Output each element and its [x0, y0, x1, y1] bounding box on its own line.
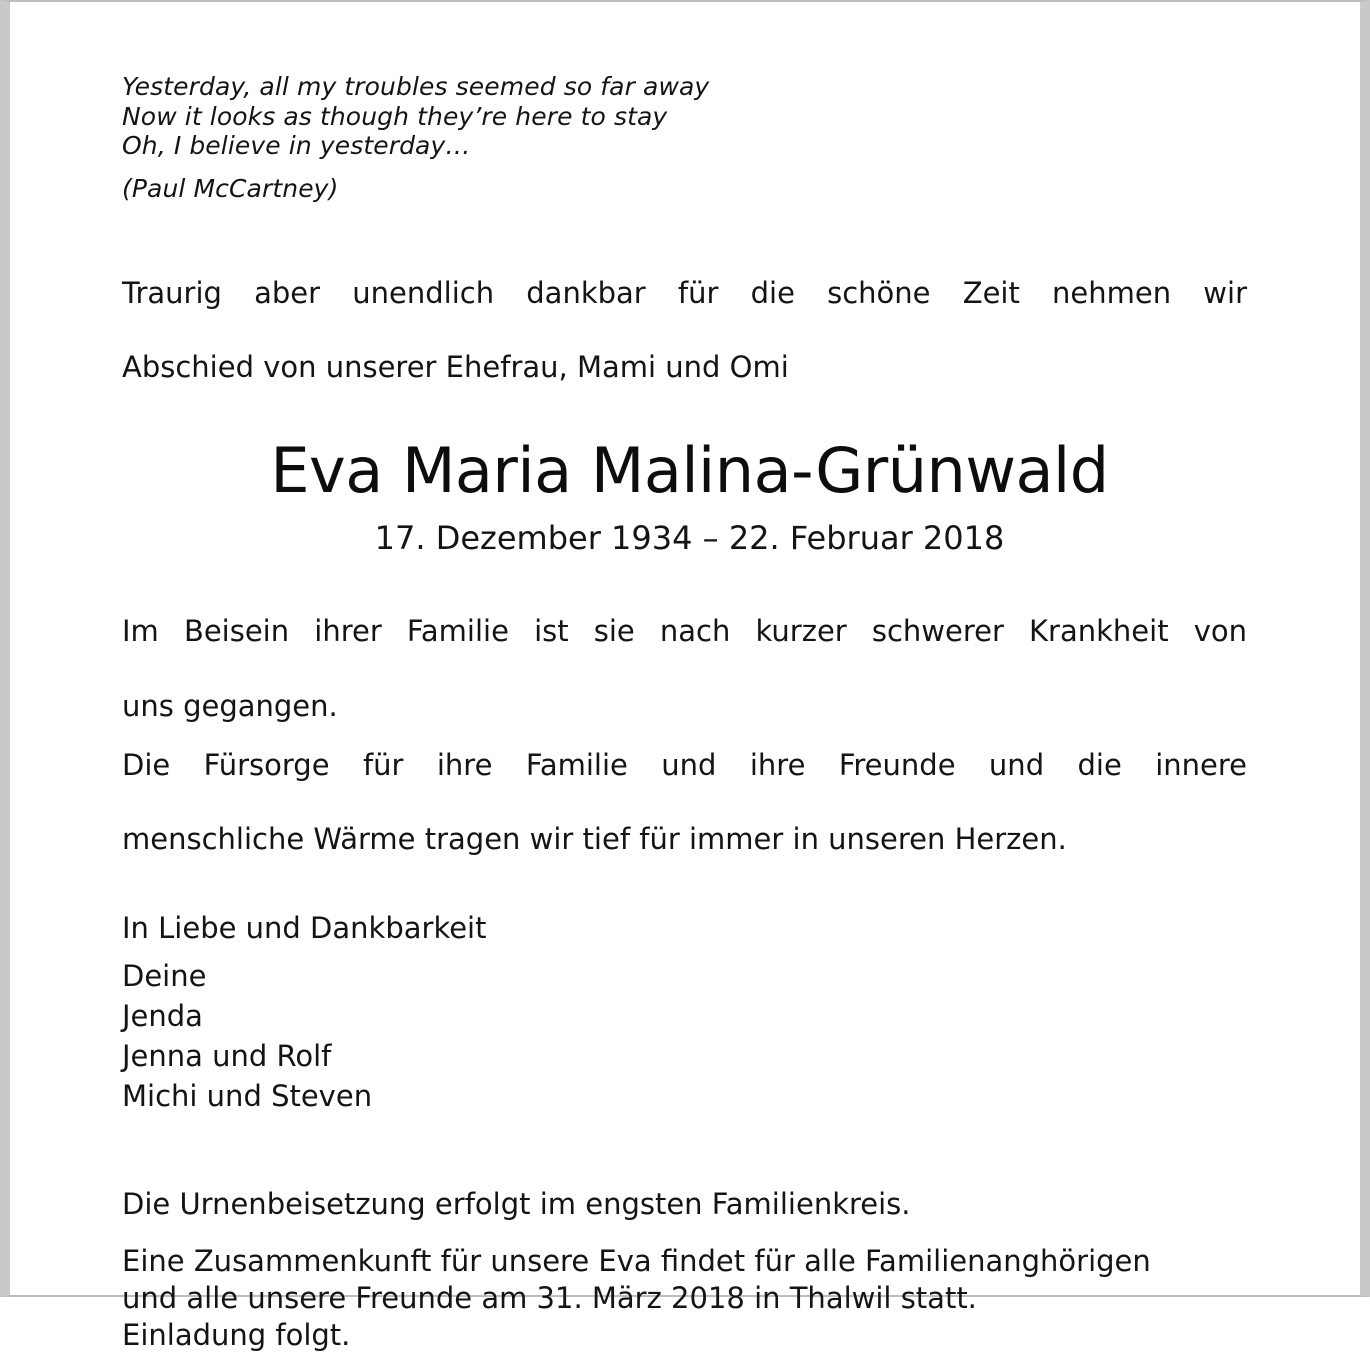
paragraph-memory-line-2: menschliche Wärme tragen wir tief für immer in unseren Herzen. — [122, 821, 1067, 856]
paragraph-memory — [122, 747, 1247, 858]
burial-notice: Die Urnenbeisetzung erfolgt im engsten Familienkreis. — [122, 1187, 911, 1222]
gathering-line-2: und alle unsere Freunde am 31. März 2018 in Thalwil statt. — [122, 1281, 977, 1316]
survivor-2: Jenda — [122, 999, 203, 1034]
intro-paragraph — [122, 275, 1247, 386]
gathering-line-1: Eine Zusammenkunft für unsere Eva findet für alle Familienanghörigen — [122, 1244, 1151, 1279]
paragraph-passing-line-2: uns gegangen. — [122, 688, 338, 723]
survivor-1: Deine — [122, 959, 207, 993]
paragraph-passing-line-1: Im Beisein ihrer Familie ist sie nach kurzer schwerer Krankheit von — [122, 614, 1247, 649]
quote-line-2: Now it looks as though they’re here to stay — [122, 101, 668, 131]
closing-spacer — [122, 948, 1260, 956]
closing-block — [122, 908, 1260, 1116]
final-notices — [122, 1186, 1247, 1354]
closing-heading: In Liebe und Dankbarkeit — [122, 910, 487, 945]
card-content — [122, 2, 1260, 1353]
survivor-3: Jenna und Rolf — [122, 1039, 332, 1074]
gathering-notice — [122, 1243, 1247, 1354]
invitation-note: Einladung folgt. — [122, 1318, 351, 1353]
epigraph-quote — [122, 72, 1260, 203]
intro-line-1: Traurig aber unendlich dankbar für die schöne Zeit nehmen wir — [122, 276, 1247, 310]
paragraph-passing — [122, 613, 1247, 724]
survivor-4: Michi und Steven — [122, 1079, 373, 1114]
quote-line-3: Oh, I believe in yesterday… — [122, 131, 471, 160]
deceased-dates: 17. Dezember 1934 – 22. Februar 2018 — [374, 519, 1005, 558]
paragraph-memory-line-1: Die Fürsorge für ihre Familie und ihre Freunde und die innere — [122, 747, 1247, 782]
deceased-name: Eva Maria Malina-Grünwald — [270, 434, 1109, 508]
quote-attribution: (Paul McCartney) — [122, 173, 339, 203]
body-paragraphs — [122, 613, 1247, 858]
intro-line-2: Abschied von unserer Ehefrau, Mami und Omi — [122, 350, 789, 385]
quote-line-1: Yesterday, all my troubles seemed so far away — [122, 72, 710, 101]
